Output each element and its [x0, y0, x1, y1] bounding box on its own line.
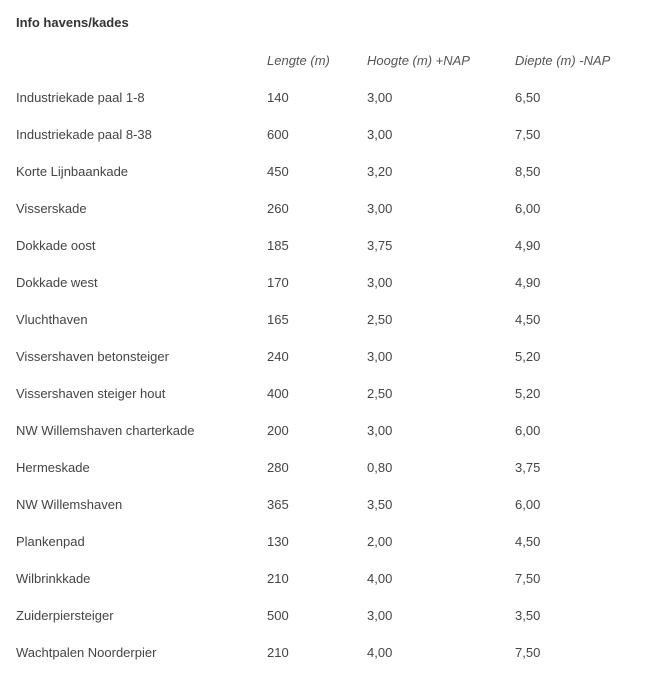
cell-diepte: 6,00 [515, 201, 541, 216]
cell-hoogte: 4,00 [367, 645, 393, 660]
table-row [0, 79, 648, 116]
cell-diepte: 4,50 [515, 312, 541, 327]
header-name [0, 42, 267, 79]
cell-diepte: 4,90 [515, 238, 541, 253]
cell-name: Vissershaven steiger hout [16, 386, 166, 401]
cell-name: Vluchthaven [16, 312, 88, 327]
cell-hoogte: 3,00 [367, 608, 393, 623]
table-row [0, 301, 648, 338]
cell-diepte: 6,00 [515, 497, 541, 512]
cell-lengte: 280 [267, 460, 289, 475]
cell-hoogte: 2,50 [367, 312, 393, 327]
cell-lengte: 240 [267, 349, 289, 364]
table-row [0, 375, 648, 412]
cell-lengte: 165 [267, 312, 289, 327]
header-lengte: Lengte (m) [267, 53, 330, 68]
cell-name: Wilbrinkkade [16, 571, 91, 586]
cell-name: Plankenpad [16, 534, 85, 549]
cell-diepte: 7,50 [515, 571, 541, 586]
cell-name: Industriekade paal 8-38 [16, 127, 152, 142]
table-row [0, 227, 648, 264]
cell-hoogte: 3,20 [367, 164, 393, 179]
cell-diepte: 6,00 [515, 423, 541, 438]
page-title: Info havens/kades [16, 15, 129, 30]
table-row [0, 523, 648, 560]
cell-lengte: 210 [267, 571, 289, 586]
table-header-row [0, 42, 648, 79]
table-row [0, 560, 648, 597]
cell-diepte: 3,50 [515, 608, 541, 623]
cell-hoogte: 3,00 [367, 201, 393, 216]
table-row [0, 264, 648, 301]
cell-diepte: 4,90 [515, 275, 541, 290]
cell-name: Korte Lijnbaankade [16, 164, 129, 179]
cell-name: Visserskade [16, 201, 87, 216]
cell-name: Dokkade west [16, 275, 98, 290]
cell-name: Wachtpalen Noorderpier [16, 645, 157, 660]
table-row [0, 597, 648, 634]
cell-hoogte: 3,00 [367, 90, 393, 105]
table-row [0, 486, 648, 523]
cell-diepte: 5,20 [515, 349, 541, 364]
cell-name: NW Willemshaven charterkade [16, 423, 195, 438]
cell-hoogte: 3,00 [367, 127, 393, 142]
cell-diepte: 6,50 [515, 90, 541, 105]
table-row [0, 338, 648, 375]
table-row [0, 153, 648, 190]
cell-diepte: 7,50 [515, 127, 541, 142]
cell-lengte: 400 [267, 386, 289, 401]
cell-lengte: 500 [267, 608, 289, 623]
cell-diepte: 4,50 [515, 534, 541, 549]
cell-name: Vissershaven betonsteiger [16, 349, 169, 364]
cell-lengte: 170 [267, 275, 289, 290]
cell-hoogte: 0,80 [367, 460, 393, 475]
cell-diepte: 5,20 [515, 386, 541, 401]
table-row [0, 116, 648, 153]
cell-lengte: 200 [267, 423, 289, 438]
cell-diepte: 3,75 [515, 460, 541, 475]
harbor-info-table [0, 42, 648, 671]
cell-name: Dokkade oost [16, 238, 96, 253]
cell-name: Industriekade paal 1-8 [16, 90, 145, 105]
cell-hoogte: 4,00 [367, 571, 393, 586]
header-hoogte: Hoogte (m) +NAP [367, 53, 470, 68]
cell-lengte: 210 [267, 645, 289, 660]
cell-lengte: 130 [267, 534, 289, 549]
cell-diepte: 7,50 [515, 645, 541, 660]
table-row [0, 634, 648, 671]
cell-lengte: 140 [267, 90, 289, 105]
cell-hoogte: 3,75 [367, 238, 393, 253]
cell-hoogte: 3,00 [367, 275, 393, 290]
cell-hoogte: 2,00 [367, 534, 393, 549]
cell-lengte: 365 [267, 497, 289, 512]
cell-lengte: 185 [267, 238, 289, 253]
table-row [0, 412, 648, 449]
table-row [0, 190, 648, 227]
cell-hoogte: 3,00 [367, 349, 393, 364]
table-body [0, 79, 648, 671]
table-row [0, 449, 648, 486]
cell-lengte: 450 [267, 164, 289, 179]
cell-hoogte: 3,50 [367, 497, 393, 512]
header-diepte: Diepte (m) -NAP [515, 53, 611, 68]
cell-name: Hermeskade [16, 460, 90, 475]
cell-hoogte: 3,00 [367, 423, 393, 438]
cell-lengte: 260 [267, 201, 289, 216]
cell-name: Zuiderpiersteiger [16, 608, 114, 623]
cell-lengte: 600 [267, 127, 289, 142]
cell-diepte: 8,50 [515, 164, 541, 179]
cell-name: NW Willemshaven [16, 497, 123, 512]
cell-hoogte: 2,50 [367, 386, 393, 401]
